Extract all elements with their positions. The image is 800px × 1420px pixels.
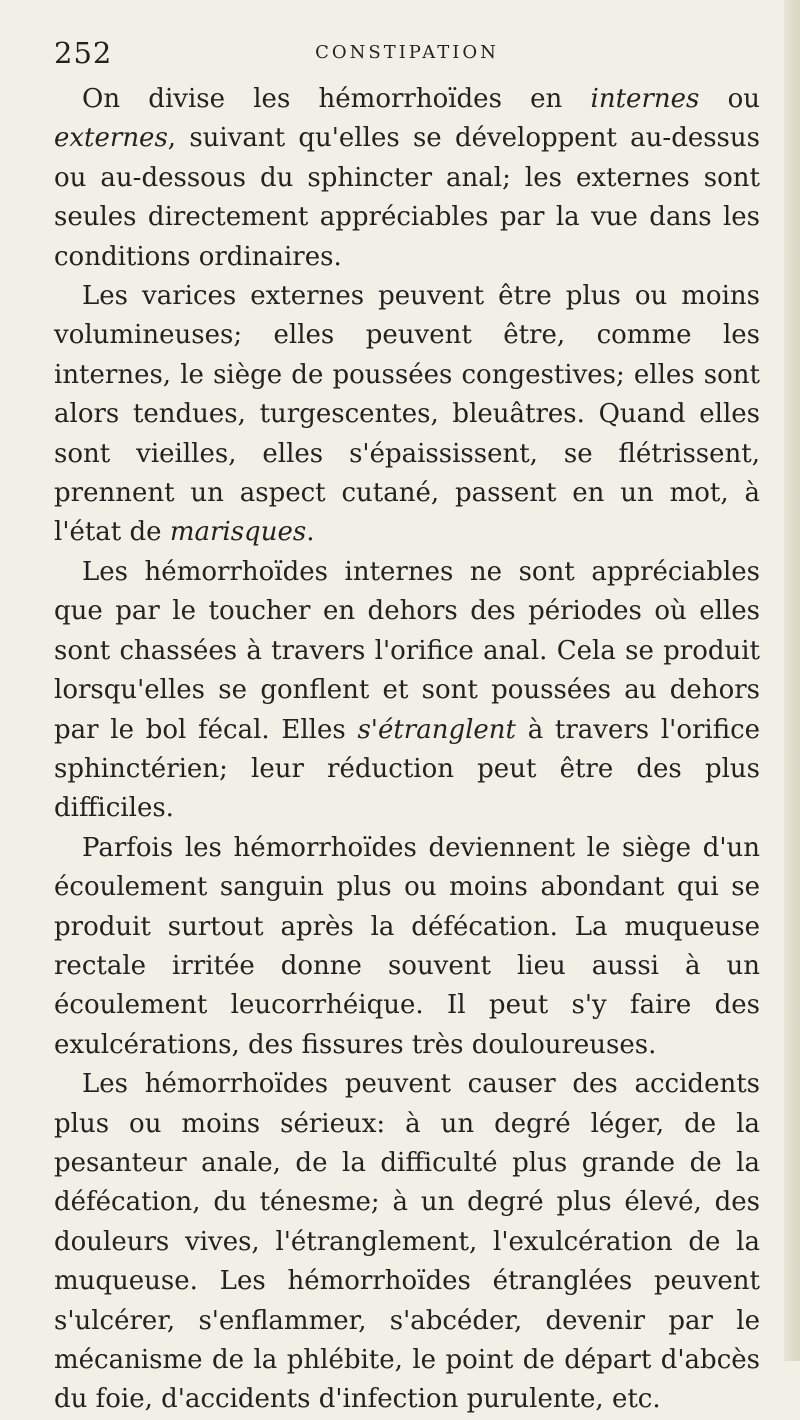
paragraph [54, 80, 760, 277]
page-edge [784, 0, 800, 1361]
text-run: . [306, 517, 315, 548]
page-header [54, 36, 760, 76]
text-run: On divise les hémorrhoïdes en [82, 84, 591, 114]
text-run: Les varices externes peuvent être plus ou moins volumineuses; elles peuvent être, comme les internes, le siège de poussées congestives; elles sont alors tendues, turgescentes, bleuâtres. Quand elles sont vieilles, elles s'épaississent, se flétrissent, prennent un aspect cutané, passent en un mot, à l'état de [54, 281, 760, 548]
body-text [54, 80, 760, 1420]
text-run: Parfois les hémorrhoïdes deviennent le siège d'un écoulement sanguin plus ou moins abondant qui se produit surtout après la défécation. La muqueuse rectale irritée donne souvent lieu aussi à un écoulement leucorrhéique. Il peut s'y faire des exulcérations, des fissures très douloureuses. [54, 832, 760, 1060]
text-run: ou [699, 84, 761, 114]
italic-term: marisques [169, 517, 307, 548]
italic-term: internes [590, 84, 700, 114]
paragraph [54, 829, 760, 1065]
italic-term: externes [54, 123, 168, 154]
text-run: , suivant qu'elles se développent au-dessus ou au-dessous du sphincter anal; les externes sont seules directement appréciables par la vue dans les conditions ordinaires. [54, 123, 760, 272]
page-number: 252 [54, 36, 113, 70]
text-run: à travers l'orifice sphinctérien; leur réduction peut être des plus difficiles. [54, 714, 761, 824]
text-run: Les hémorrhoïdes internes ne sont appréciables que par le toucher en dehors des périodes où elles sont chassées à travers l'orifice anal. Cela se produit lorsqu'elles se gonflent et sont poussées au dehors par le bol fécal. Elles [54, 556, 760, 745]
paragraph [54, 553, 760, 829]
running-title: CONSTIPATION [315, 42, 499, 63]
paragraph [54, 277, 760, 553]
text-run: Les hémorrhoïdes peuvent causer des accidents plus ou moins sérieux: à un degré léger, de la pesanteur anale, de la difficulté plus grande de la défécation, du ténesme; à un degré plus élevé, des douleurs vives, l'étranglement, l'exulcération de la muqueuse. Les hémorrhoïdes étranglées peuvent s'ulcérer, s'enflammer, s'abcéder, devenir par le mécanisme de la phlébite, le point de départ d'abcès du foie, d'accidents d'infection purulente, etc. [54, 1069, 760, 1415]
paragraph [54, 1065, 760, 1420]
italic-term: s'étranglent [357, 714, 516, 745]
